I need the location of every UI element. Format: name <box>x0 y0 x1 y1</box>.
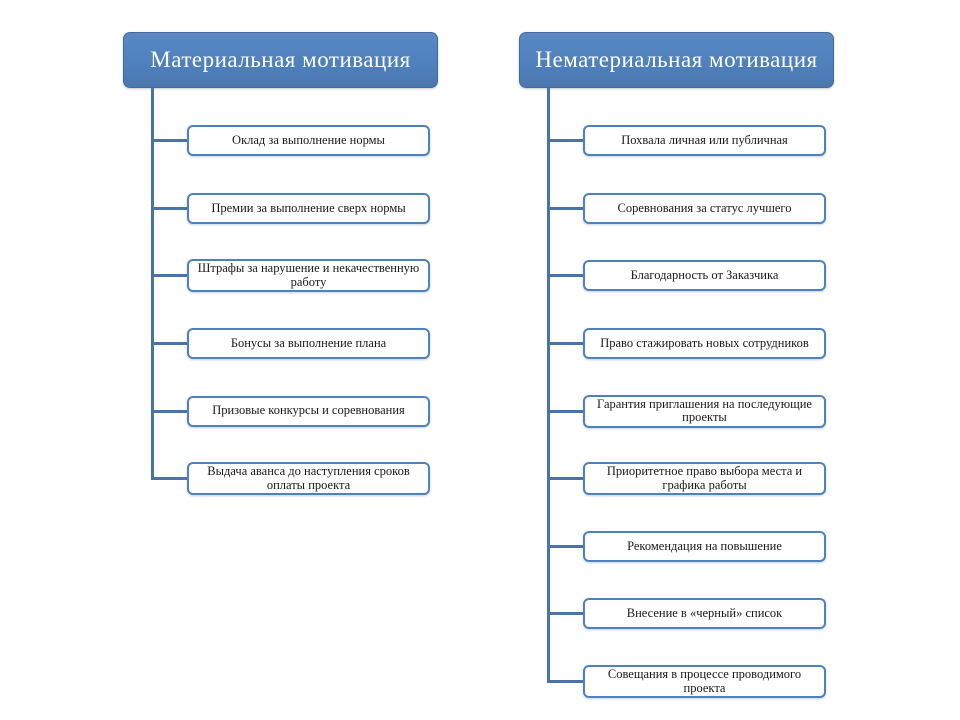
nonmaterial-motivation-header <box>519 32 834 88</box>
item-label: Премии за выполнение сверх нормы <box>211 200 406 215</box>
nonmaterial-motivation-column <box>519 32 834 715</box>
tree-row <box>123 445 438 513</box>
item-box <box>187 125 430 156</box>
tree-row <box>519 242 834 310</box>
tree-row <box>519 513 834 581</box>
item-label: Гарантия приглашения на последующие проекты <box>597 396 812 425</box>
connector-spine <box>151 88 154 479</box>
item-box <box>583 462 826 495</box>
tree-row <box>123 242 438 310</box>
item-label: Бонусы за выполнение плана <box>230 335 387 350</box>
item-box <box>583 193 826 224</box>
connector-stub <box>547 410 583 413</box>
tree-row <box>519 580 834 648</box>
item-box <box>583 665 826 698</box>
item-label: Оклад за выполнение нормы <box>232 133 385 148</box>
item-label: Внесение в «черный» список <box>626 606 783 621</box>
tree-row <box>123 175 438 243</box>
connector-stub <box>547 342 583 345</box>
connector-stub <box>547 274 583 277</box>
item-box <box>583 531 826 562</box>
tree-row <box>123 377 438 445</box>
tree-row <box>519 648 834 716</box>
item-box <box>583 395 826 428</box>
item-label: Благодарность от Заказчика <box>630 268 779 283</box>
connector-stub <box>151 410 187 413</box>
material-motivation-title: Материальная мотивация <box>150 47 411 72</box>
connector-stub <box>547 680 583 683</box>
item-box <box>187 396 430 427</box>
item-box <box>583 328 826 359</box>
item-label: Штрафы за нарушение и некачественную работу <box>197 261 420 289</box>
connector-stub <box>547 207 583 210</box>
material-motivation-header <box>123 32 438 88</box>
item-box <box>583 260 826 291</box>
item-label: Похвала личная или публичная <box>621 133 788 148</box>
nonmaterial-motivation-tree <box>519 88 834 715</box>
tree-row <box>519 107 834 175</box>
item-box <box>583 598 826 629</box>
material-motivation-column <box>123 32 438 513</box>
connector-stub <box>151 207 187 210</box>
connector-stub <box>547 477 583 480</box>
item-label: Совещания в процессе проводимого проекта <box>607 667 802 695</box>
connector-stub <box>547 612 583 615</box>
item-label: Выдача аванса до наступления сроков оплаты проекта <box>207 464 410 492</box>
material-motivation-tree <box>123 88 438 513</box>
tree-row <box>519 175 834 243</box>
item-box <box>187 462 430 495</box>
nonmaterial-motivation-title: Нематериальная мотивация <box>535 47 818 72</box>
item-label: Право стажировать новых сотрудников <box>600 335 809 350</box>
connector-spine <box>547 88 550 682</box>
connector-stub <box>151 274 187 277</box>
connector-stub <box>151 477 187 480</box>
item-box <box>187 328 430 359</box>
item-box <box>583 125 826 156</box>
tree-row <box>123 107 438 175</box>
material-motivation-items <box>123 88 438 513</box>
tree-row <box>519 445 834 513</box>
connector-stub <box>547 139 583 142</box>
item-box <box>187 193 430 224</box>
item-box <box>187 259 430 292</box>
connector-stub <box>547 545 583 548</box>
connector-stub <box>151 342 187 345</box>
nonmaterial-motivation-items <box>519 88 834 715</box>
tree-row <box>519 377 834 445</box>
item-label: Соревнования за статус лучшего <box>617 200 792 215</box>
item-label: Призовые конкурсы и соревнования <box>212 403 405 418</box>
item-label: Приоритетное право выбора места и графика работы <box>606 464 803 492</box>
tree-row <box>123 310 438 378</box>
connector-stub <box>151 139 187 142</box>
tree-row <box>519 310 834 378</box>
item-label: Рекомендация на повышение <box>627 538 782 553</box>
